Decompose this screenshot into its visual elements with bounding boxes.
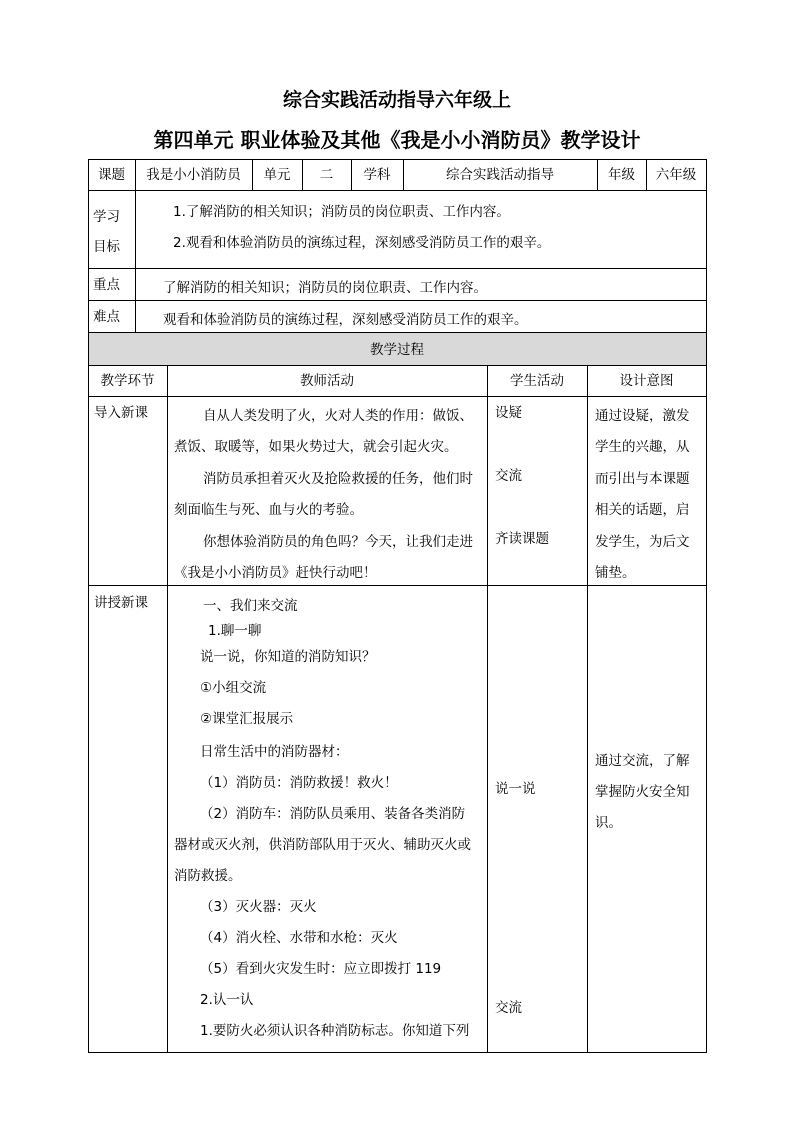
teacher-line: ②课堂汇报展示 xyxy=(200,711,294,727)
table-border xyxy=(587,365,588,1053)
teacher-line: 一、我们来交流 xyxy=(203,598,298,614)
difficulty-label: 难点 xyxy=(93,309,120,325)
objectives-label-line1: 学习 xyxy=(93,209,120,225)
teacher-line: 消防员承担着灭火及抢险救援的任务，他们时 xyxy=(203,471,473,487)
teacher-line: 自从人类发明了火，火对人类的作用：做饭、 xyxy=(203,408,473,424)
objective-item: 1.了解消防的相关知识；消防员的岗位职责、工作内容。 xyxy=(173,204,510,220)
column-header-intent: 设计意图 xyxy=(619,373,674,389)
teacher-line: 器材或灭火剂，供消防部队用于灭火、辅助灭火或 xyxy=(174,837,471,853)
intent-line: 学生的兴趣，从 xyxy=(595,439,690,455)
objective-item: 2.观看和体验消防员的演练过程，深刻感受消防员工作的艰辛。 xyxy=(173,235,551,251)
table-border xyxy=(88,268,707,269)
intent-line: 铺垫。 xyxy=(595,565,636,581)
teacher-line: （2）消防车：消防队员乘用、装备各类消防 xyxy=(200,806,466,822)
subject-value: 综合实践活动指导 xyxy=(446,167,554,183)
table-border xyxy=(88,159,89,1053)
stage-intro: 导入新课 xyxy=(94,405,148,421)
unit-value: 二 xyxy=(319,167,334,183)
key-point-text: 了解消防的相关知识；消防员的岗位职责、工作内容。 xyxy=(163,280,487,296)
teacher-line: 你想体验消防员的角色吗？今天，让我们走进 xyxy=(203,534,473,550)
teacher-line: （5）看到火灾发生时：应立即拨打 119 xyxy=(200,961,442,977)
table-border xyxy=(487,365,488,1053)
teacher-line: 1.要防火必须认识各种消防标志。你知道下列 xyxy=(200,1023,470,1039)
teacher-line: 说一说，你知道的消防知识？ xyxy=(200,649,376,665)
topic-value: 我是小小消防员 xyxy=(146,167,241,183)
table-border xyxy=(135,190,136,332)
intent-line: 掌握防火安全知 xyxy=(595,784,690,800)
document-subtitle: 第四单元 职业体验及其他《我是小小消防员》教学设计 xyxy=(153,128,641,152)
key-point-label: 重点 xyxy=(93,277,120,293)
teacher-line: 煮饭、取暖等，如果火势过大，就会引起火灾。 xyxy=(174,439,458,455)
objectives-label-line2: 目标 xyxy=(93,239,120,255)
column-header-teacher: 教师活动 xyxy=(300,373,354,389)
table-border xyxy=(706,159,707,1053)
table-border xyxy=(88,1052,707,1053)
intent-line: 识。 xyxy=(595,815,622,831)
topic-label: 课题 xyxy=(98,167,125,183)
teacher-line: 刻面临生与死、血与火的考验。 xyxy=(174,502,363,518)
teacher-line: 《我是小小消防员》赶快行动吧！ xyxy=(174,565,377,581)
intent-line: 而引出与本课题 xyxy=(595,471,690,487)
table-border xyxy=(88,190,707,191)
grade-label: 年级 xyxy=(608,167,635,183)
difficulty-text: 观看和体验消防员的演练过程，深刻感受消防员工作的艰辛。 xyxy=(163,312,528,328)
table-border xyxy=(167,365,168,1053)
student-activity: 齐读课题 xyxy=(495,531,549,547)
teacher-line: （1）消防员：消防救援！救火！ xyxy=(200,775,398,791)
column-header-stage: 教学环节 xyxy=(100,373,155,389)
student-activity: 交流 xyxy=(495,468,522,484)
table-border xyxy=(88,396,707,397)
teacher-line: （3）灭火器：灭火 xyxy=(200,899,317,915)
teacher-line: ①小组交流 xyxy=(200,680,267,696)
teacher-line: 消防救援。 xyxy=(174,868,242,884)
student-activity: 交流 xyxy=(495,1000,522,1016)
student-activity: 设疑 xyxy=(495,405,522,421)
teacher-line: 2.认一认 xyxy=(200,992,254,1008)
table-border xyxy=(88,332,707,333)
process-header: 教学过程 xyxy=(370,342,424,358)
intent-line: 相关的话题，启 xyxy=(595,502,690,518)
column-header-student: 学生活动 xyxy=(510,373,564,389)
subject-label: 学科 xyxy=(363,167,391,183)
grade-value: 六年级 xyxy=(655,167,697,183)
teacher-line: 1.聊一聊 xyxy=(208,623,262,639)
table-border xyxy=(88,159,707,160)
intent-line: 通过交流，了解 xyxy=(595,753,690,769)
table-border xyxy=(88,365,707,366)
teacher-line: 日常生活中的消防器材： xyxy=(200,744,349,760)
table-border xyxy=(88,300,707,301)
student-activity: 说一说 xyxy=(495,781,536,797)
teacher-line: （4）消火栓、水带和水枪：灭火 xyxy=(200,930,398,946)
intent-line: 通过设疑，激发 xyxy=(595,408,690,424)
table-border xyxy=(88,585,707,586)
stage-lecture: 讲授新课 xyxy=(94,595,148,611)
document-title: 综合实践活动指导六年级上 xyxy=(282,89,511,111)
unit-label: 单元 xyxy=(263,167,291,183)
intent-line: 发学生，为后文 xyxy=(595,534,690,550)
